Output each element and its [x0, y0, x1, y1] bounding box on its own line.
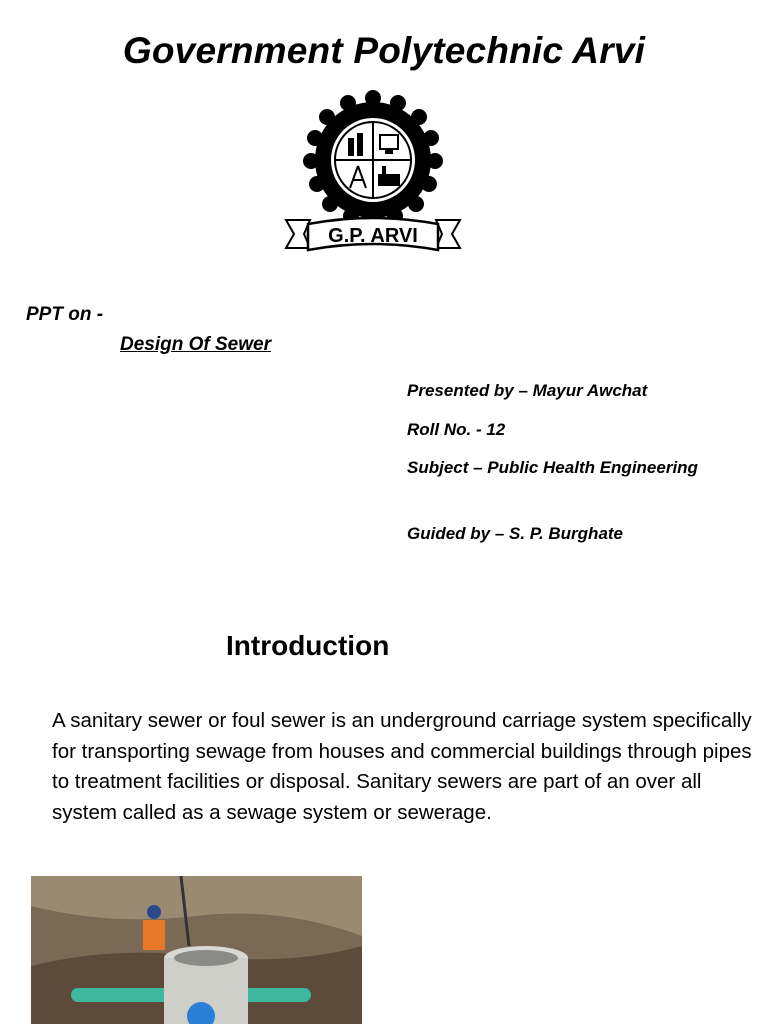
ppt-on-label: PPT on -	[26, 304, 104, 325]
roll-number: Roll No. - 12	[407, 420, 506, 439]
sewer-photo	[31, 876, 362, 1024]
intro-paragraph: A sanitary sewer or foul sewer is an underground carriage system specifically for transporting sewage from houses and commercial buildings through pipes to treatment facilities or disposal. Sanitary sewers are part of an over all system called as a sewage system or sewerage.	[52, 709, 752, 824]
ribbon-banner	[286, 218, 460, 250]
guided-by: Guided by – S. P. Burghate	[407, 524, 624, 543]
page-title: Government Polytechnic Arvi	[122, 30, 646, 71]
section-heading: Introduction	[226, 630, 390, 661]
logo-ribbon-text: G.P. ARVI	[328, 225, 418, 247]
sewer-manhole-installation-photo	[31, 876, 362, 1024]
college-logo	[278, 88, 468, 260]
subject: Subject – Public Health Engineering	[407, 458, 698, 477]
presented-by: Presented by – Mayur Awchat	[407, 381, 648, 400]
topic-title: Design Of Sewer	[120, 334, 271, 355]
